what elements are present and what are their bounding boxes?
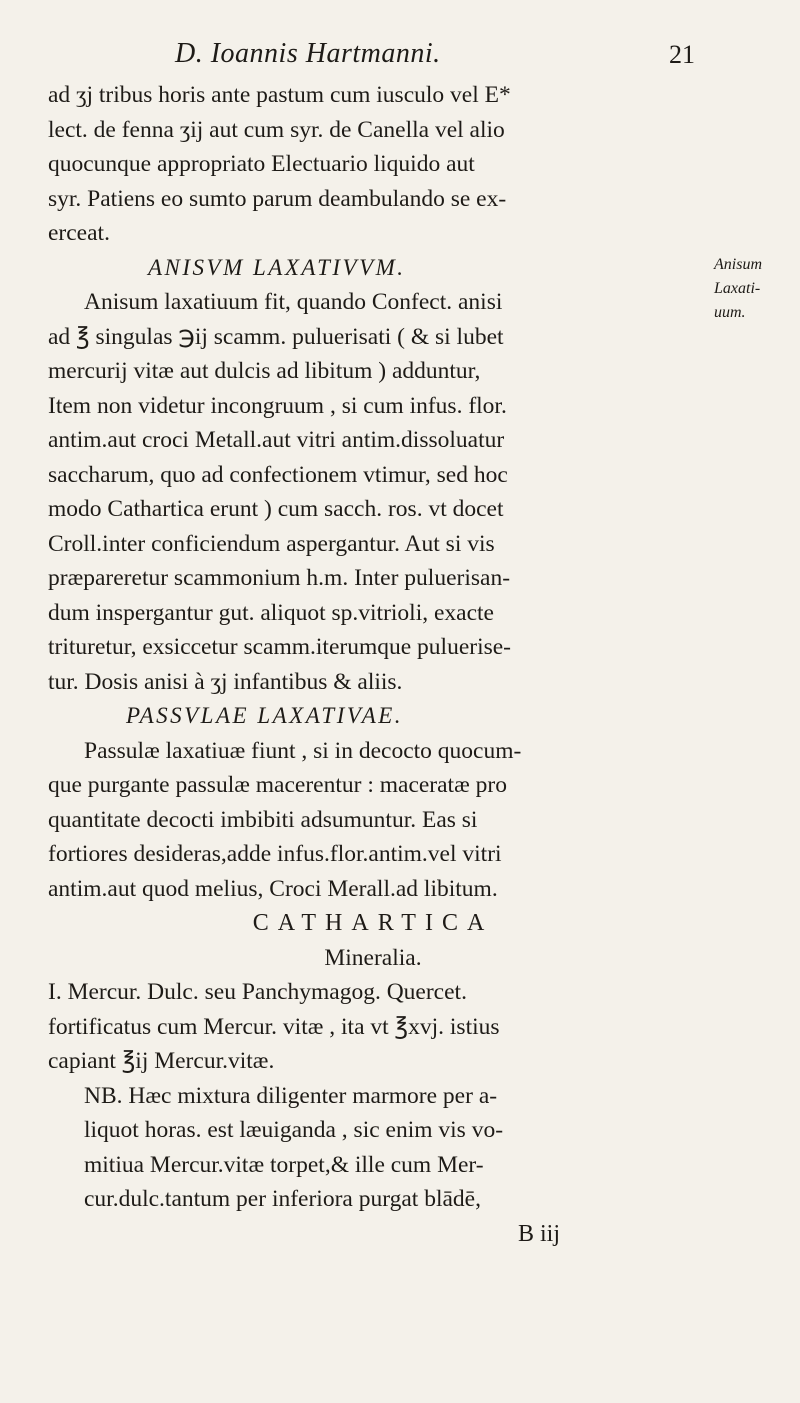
- body-text: [48, 78, 698, 1251]
- text-line: fortificatus cum Mercur. vitæ , ita vt ℥xvj. istius: [48, 1013, 500, 1040]
- text-line: Mineralia.: [324, 944, 422, 971]
- text-line: antim.aut croci Metall.aut vitri antim.dissoluatur: [48, 427, 505, 453]
- text-line: syr. Patiens eo sumto parum deambulando se ex-: [48, 185, 507, 212]
- text-line: ANISVM LAXATIVVM.: [148, 254, 406, 280]
- running-title: D. Ioannis Hartmanni.: [175, 38, 441, 69]
- running-head: [175, 38, 695, 78]
- text-line: PASSVLAE LAXATIVAE.: [126, 703, 404, 728]
- text-line: ad ℥ singulas ℈ij scamm. puluerisati ( & si lubet: [48, 323, 504, 350]
- text-line: mitiua Mercur.vitæ torpet,& ille cum Mer-: [84, 1151, 484, 1178]
- text-line: quocunque appropriato Electuario liquido aut: [48, 151, 475, 177]
- text-line: B iij: [518, 1220, 561, 1247]
- page-number: 21: [669, 40, 695, 69]
- margin-note-line: Anisum: [714, 256, 762, 273]
- text-line: Anisum laxatiuum fit, quando Confect. anisi: [84, 289, 503, 315]
- text-line: cur.dulc.tantum per inferiora purgat blādē,: [84, 1186, 481, 1212]
- text-line: capiant ℥ij Mercur.vitæ.: [48, 1048, 275, 1074]
- text-line: quantitate decocti imbibiti adsumuntur. Eas si: [48, 806, 478, 833]
- text-line: lect. de fenna ʒij aut cum syr. de Canella vel alio: [48, 116, 505, 143]
- text-line: dum inspergantur gut. aliquot sp.vitrioli, exacte: [48, 599, 494, 626]
- margin-note-line: uum.: [714, 304, 746, 321]
- text-line: liquot horas. est læuiganda , sic enim vis vo-: [84, 1117, 504, 1143]
- text-line: erceat.: [48, 220, 110, 246]
- text-line: ad ʒj tribus horis ante pastum cum iusculo vel E*: [48, 82, 511, 108]
- text-line: CATHARTICA: [252, 910, 494, 936]
- text-line: saccharum, quo ad confectionem vtimur, sed hoc: [48, 461, 508, 488]
- margin-note-line: Laxati-: [714, 280, 761, 297]
- text-line: Passulæ laxatiuæ fiunt , si in decocto quocum-: [84, 737, 522, 764]
- text-line: fortiores desideras,adde infus.flor.antim.vel vitri: [48, 841, 502, 867]
- text-line: que purgante passulæ macerentur : maceratæ pro: [48, 772, 507, 798]
- text-line: I. Mercur. Dulc. seu Panchymagog. Quercet.: [48, 979, 467, 1005]
- text-line: modo Cathartica erunt ) cum sacch. ros. vt docet: [48, 496, 504, 522]
- text-line: NB. Hæc mixtura diligenter marmore per a-: [84, 1082, 498, 1109]
- text-line: Item non videtur incongruum , si cum infus. flor.: [48, 392, 507, 419]
- text-line: antim.aut quod melius, Croci Merall.ad libitum.: [48, 875, 498, 902]
- text-line: tur. Dosis anisi à ʒj infantibus & aliis.: [48, 668, 403, 695]
- text-line: trituretur, exsiccetur scamm.iterumque puluerise-: [48, 634, 512, 660]
- margin-note-anisum: [714, 253, 798, 325]
- text-line: Croll.inter conficiendum aspergantur. Aut si vis: [48, 530, 495, 557]
- text-line: mercurij vitæ aut dulcis ad libitum ) adduntur,: [48, 358, 481, 384]
- text-line: præpareretur scammonium h.m. Inter puluerisan-: [48, 565, 511, 591]
